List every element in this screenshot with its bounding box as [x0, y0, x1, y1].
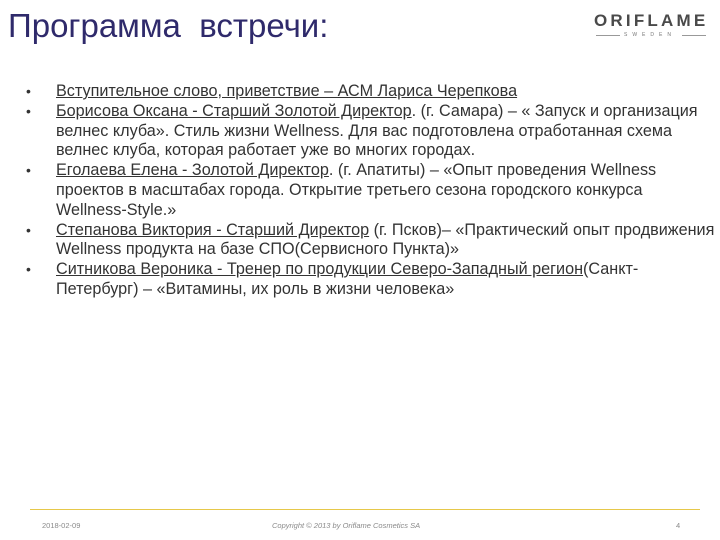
footer-copyright: Copyright © 2013 by Oriflame Cosmetics SA	[272, 521, 421, 530]
agenda-item	[26, 102, 716, 161]
agenda-item	[26, 161, 716, 220]
logo-wordmark: ORIFLAME	[594, 11, 709, 30]
footer-divider	[30, 509, 700, 510]
bullet-icon: •	[26, 221, 31, 238]
agenda-item	[26, 82, 716, 102]
agenda-item-text: (г. Псков)– «Практический опыт продвижения Wellness продукта на базе СПО(Сервисного Пункта)»	[56, 220, 715, 259]
slide-title: Программа встречи:	[8, 7, 329, 44]
speaker-name: Степанова Виктория - Старший Директор	[56, 220, 370, 239]
agenda-item-text: . (г. Апатиты) – «Опыт проведения Wellness проектов в масштабах города. Открытие третьего сезона городского конкурса Wellness-Style.»	[56, 161, 657, 219]
bullet-icon: •	[26, 102, 31, 119]
footer-date: 2018-02-09	[42, 521, 81, 530]
logo-subtitle: SWEDEN	[594, 32, 706, 38]
agenda-item	[26, 221, 716, 261]
agenda-list	[26, 82, 716, 300]
oriflame-logo	[594, 11, 709, 38]
bullet-icon: •	[26, 261, 31, 278]
speaker-name: Еголаева Елена - Золотой Директор	[56, 161, 329, 180]
agenda-item-text: . (г. Самара) – « Запуск и организация велнес клуба». Стиль жизни Wellness. Для вас подготовлена отработанная схема велнес клуба, которая работает уже во многих городах.	[56, 101, 698, 160]
agenda-item-text: (Санкт-Петербург) – «Витамины, их роль в жизни человека»	[56, 260, 639, 298]
agenda-item	[26, 260, 716, 300]
speaker-name: Ситникова Вероника - Тренер по продукции Северо-Западный регион	[56, 260, 584, 279]
agenda-item-text: Вступительное слово, приветствие – АСМ Лариса Черепкова	[56, 82, 518, 100]
speaker-name: Борисова Оксана - Старший Золотой Директор	[56, 101, 412, 120]
page-number: 4	[676, 521, 681, 530]
bullet-icon: •	[26, 162, 31, 179]
bullet-icon: •	[26, 83, 31, 99]
